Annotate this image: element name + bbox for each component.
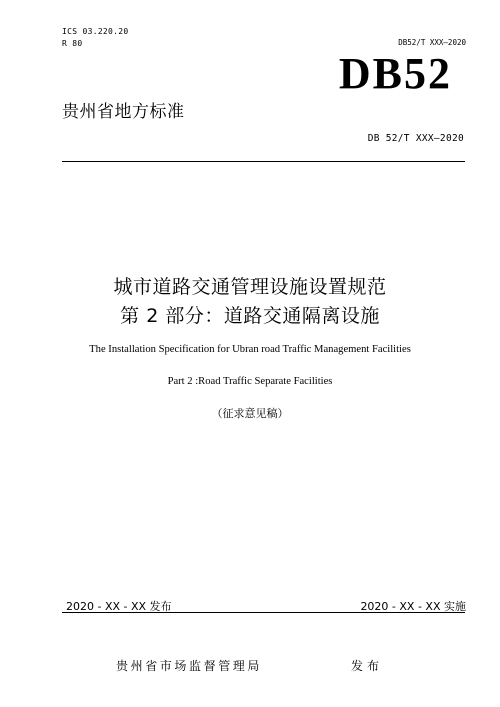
db-logo: DB52	[338, 49, 452, 98]
draft-note: （征求意见稿）	[211, 407, 289, 420]
ccs-code: R 80	[62, 39, 83, 48]
issuer-standard-title: 贵州省地方标准	[62, 102, 185, 122]
document-title-line1: 城市道路交通管理设施设置规范	[113, 276, 387, 298]
publish-label: 发布	[351, 659, 384, 673]
english-title: The Installation Specification for Ubran road Traffic Management Facilities	[89, 344, 411, 355]
ics-code: ICS 03.220.20	[62, 27, 129, 36]
issue-date: 2020 - XX - XX 发布	[66, 600, 172, 613]
bottom-divider	[62, 612, 465, 613]
issuing-authority: 贵州省市场监督管理局	[116, 659, 263, 673]
document-title-line2: 第 2 部分：道路交通隔离设施	[120, 305, 380, 327]
implementation-date: 2020 - XX - XX 实施	[360, 600, 466, 613]
english-part-title: Part 2 :Road Traffic Separate Facilities	[167, 376, 333, 387]
standard-number: DB 52/T XXX—2020	[367, 133, 464, 144]
top-divider	[62, 161, 465, 162]
standard-code-small: DB52/T XXX—2020	[398, 38, 466, 47]
